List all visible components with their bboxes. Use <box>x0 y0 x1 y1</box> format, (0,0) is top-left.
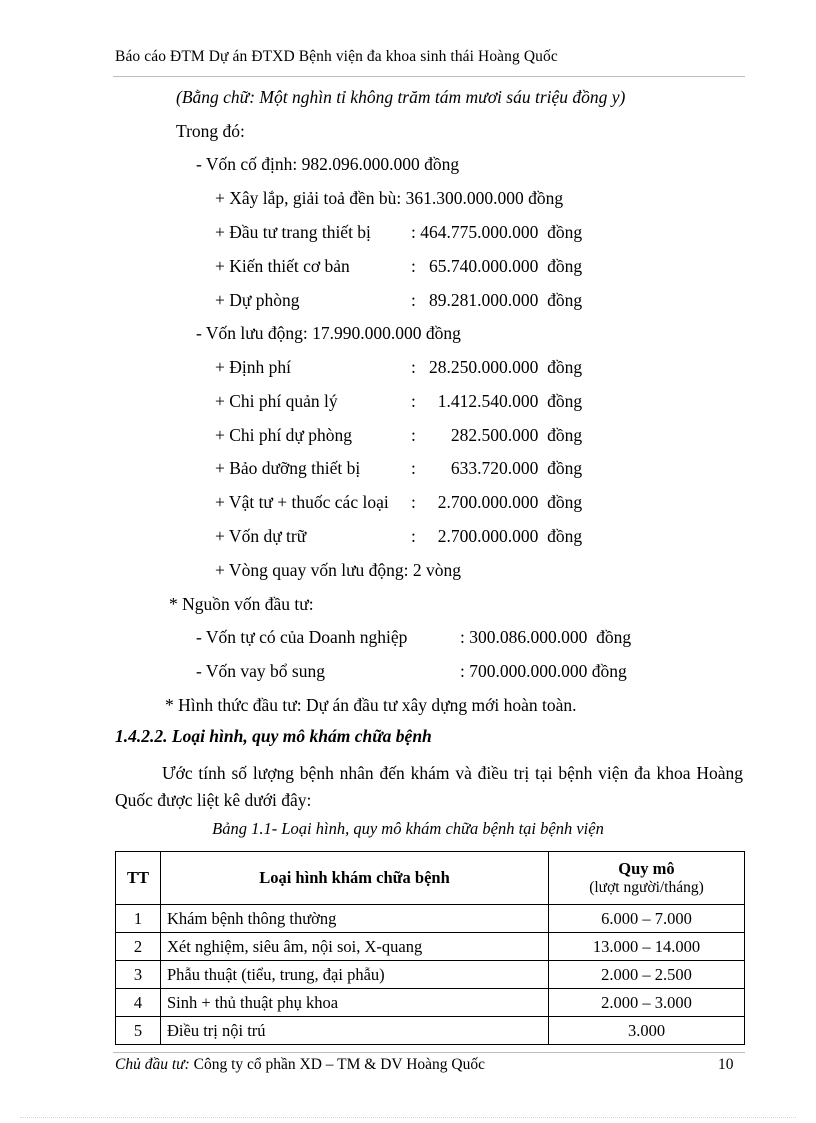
page-header: Báo cáo ĐTM Dự án ĐTXD Bệnh viện đa khoa sinh thái Hoàng Quốc <box>115 48 558 65</box>
funding-item-value: : 700.000.000.000 đồng <box>460 661 627 681</box>
table-row <box>116 961 745 989</box>
cell-scale: 2.000 – 3.000 <box>549 989 745 1017</box>
working-item-label: + Vốn dự trữ <box>215 526 307 546</box>
table-row <box>116 989 745 1017</box>
in-which-label: Trong đó: <box>176 121 245 141</box>
footer-divider <box>113 1052 745 1053</box>
fixed-item <box>215 221 635 243</box>
fixed-item-value: : 65.740.000.000 đồng <box>411 256 583 276</box>
cell-scale: 6.000 – 7.000 <box>549 905 745 933</box>
header-type: Loại hình khám chữa bệnh <box>161 852 549 905</box>
amount-in-words: (Bằng chữ: Một nghìn tỉ không trăm tám mươi sáu triệu đồng y) <box>176 87 626 107</box>
cell-type: Điều trị nội trú <box>161 1017 549 1045</box>
cell-scale: 2.000 – 2.500 <box>549 961 745 989</box>
table-caption: Bảng 1.1- Loại hình, quy mô khám chữa bệnh tại bệnh viện <box>212 819 604 838</box>
working-item-value: : 2.700.000.000 đồng <box>411 492 583 512</box>
fixed-item-label: + Xây lắp, giải toả đền bù: 361.300.000.000 đồng <box>215 188 564 208</box>
working-item-label: + Chi phí quản lý <box>215 391 338 411</box>
cell-type: Sinh + thủ thuật phụ khoa <box>161 989 549 1017</box>
working-item-label: + Bảo dưỡng thiết bị <box>215 458 361 478</box>
working-item <box>215 424 635 446</box>
working-item <box>215 390 635 412</box>
fixed-item-label: + Đầu tư trang thiết bị <box>215 222 371 242</box>
cell-type: Khám bệnh thông thường <box>161 905 549 933</box>
table-row <box>116 933 745 961</box>
cell-tt: 4 <box>116 989 161 1017</box>
page-number: 10 <box>718 1056 734 1073</box>
funding-item-label: - Vốn vay bổ sung <box>196 661 325 681</box>
page-bottom-border <box>20 1117 796 1118</box>
section-heading: 1.4.2.2. Loại hình, quy mô khám chữa bệnh <box>115 726 432 746</box>
cell-type: Xét nghiệm, siêu âm, nội soi, X-quang <box>161 933 549 961</box>
cell-tt: 2 <box>116 933 161 961</box>
cell-scale: 3.000 <box>549 1017 745 1045</box>
working-item-value: : 2.700.000.000 đồng <box>411 526 583 546</box>
page-footer <box>115 1056 485 1074</box>
funding-item <box>196 626 656 648</box>
investment-form: * Hình thức đầu tư: Dự án đầu tư xây dựng mới hoàn toàn. <box>165 695 577 715</box>
working-item <box>215 356 635 378</box>
fixed-item <box>215 187 563 209</box>
cell-tt: 1 <box>116 905 161 933</box>
header-tt: TT <box>116 852 161 905</box>
owner-label: Chủ đầu tư: <box>115 1056 190 1073</box>
owner-name: Công ty cổ phần XD – TM & DV Hoàng Quốc <box>193 1056 485 1073</box>
fixed-capital: - Vốn cố định: 982.096.000.000 đồng <box>196 154 460 174</box>
funding-source: * Nguồn vốn đầu tư: <box>169 594 314 614</box>
fixed-item-label: + Kiến thiết cơ bản <box>215 256 350 276</box>
working-item-label: + Định phí <box>215 357 291 377</box>
working-item <box>215 491 635 513</box>
table-header-row <box>116 852 745 905</box>
turnover: + Vòng quay vốn lưu động: 2 vòng <box>215 560 462 580</box>
working-capital: - Vốn lưu động: 17.990.000.000 đồng <box>196 323 461 343</box>
working-item <box>215 525 635 547</box>
scale-table <box>115 851 745 1045</box>
fixed-item-value: : 464.775.000.000 đồng <box>411 222 583 242</box>
cell-tt: 5 <box>116 1017 161 1045</box>
funding-item-label: - Vốn tự có của Doanh nghiệp <box>196 627 408 647</box>
header-scale <box>549 852 745 905</box>
fixed-item-label: + Dự phòng <box>215 290 300 310</box>
funding-item-value: : 300.086.000.000 đồng <box>460 627 632 647</box>
working-item-label: + Chi phí dự phòng <box>215 425 353 445</box>
working-item-value: : 28.250.000.000 đồng <box>411 357 583 377</box>
funding-item <box>196 660 656 682</box>
header-scale-unit: (lượt người/tháng) <box>589 879 704 896</box>
working-item-value: : 282.500.000 đồng <box>411 425 583 445</box>
fixed-item <box>215 289 635 311</box>
fixed-item <box>215 255 635 277</box>
cell-tt: 3 <box>116 961 161 989</box>
working-item-value: : 1.412.540.000 đồng <box>411 391 583 411</box>
working-item-label: + Vật tư + thuốc các loại <box>215 492 389 512</box>
header-divider <box>113 76 745 77</box>
header-scale-title: Quy mô <box>618 859 675 878</box>
working-item <box>215 457 635 479</box>
cell-scale: 13.000 – 14.000 <box>549 933 745 961</box>
table-row <box>116 1017 745 1045</box>
working-item-value: : 633.720.000 đồng <box>411 458 583 478</box>
body-paragraph: Ước tính số lượng bệnh nhân đến khám và điều trị tại bệnh viện đa khoa Hoàng Quốc được liệt kê dưới đây: <box>115 763 743 810</box>
table-row <box>116 905 745 933</box>
fixed-item-value: : 89.281.000.000 đồng <box>411 290 583 310</box>
cell-type: Phẫu thuật (tiểu, trung, đại phẫu) <box>161 961 549 989</box>
